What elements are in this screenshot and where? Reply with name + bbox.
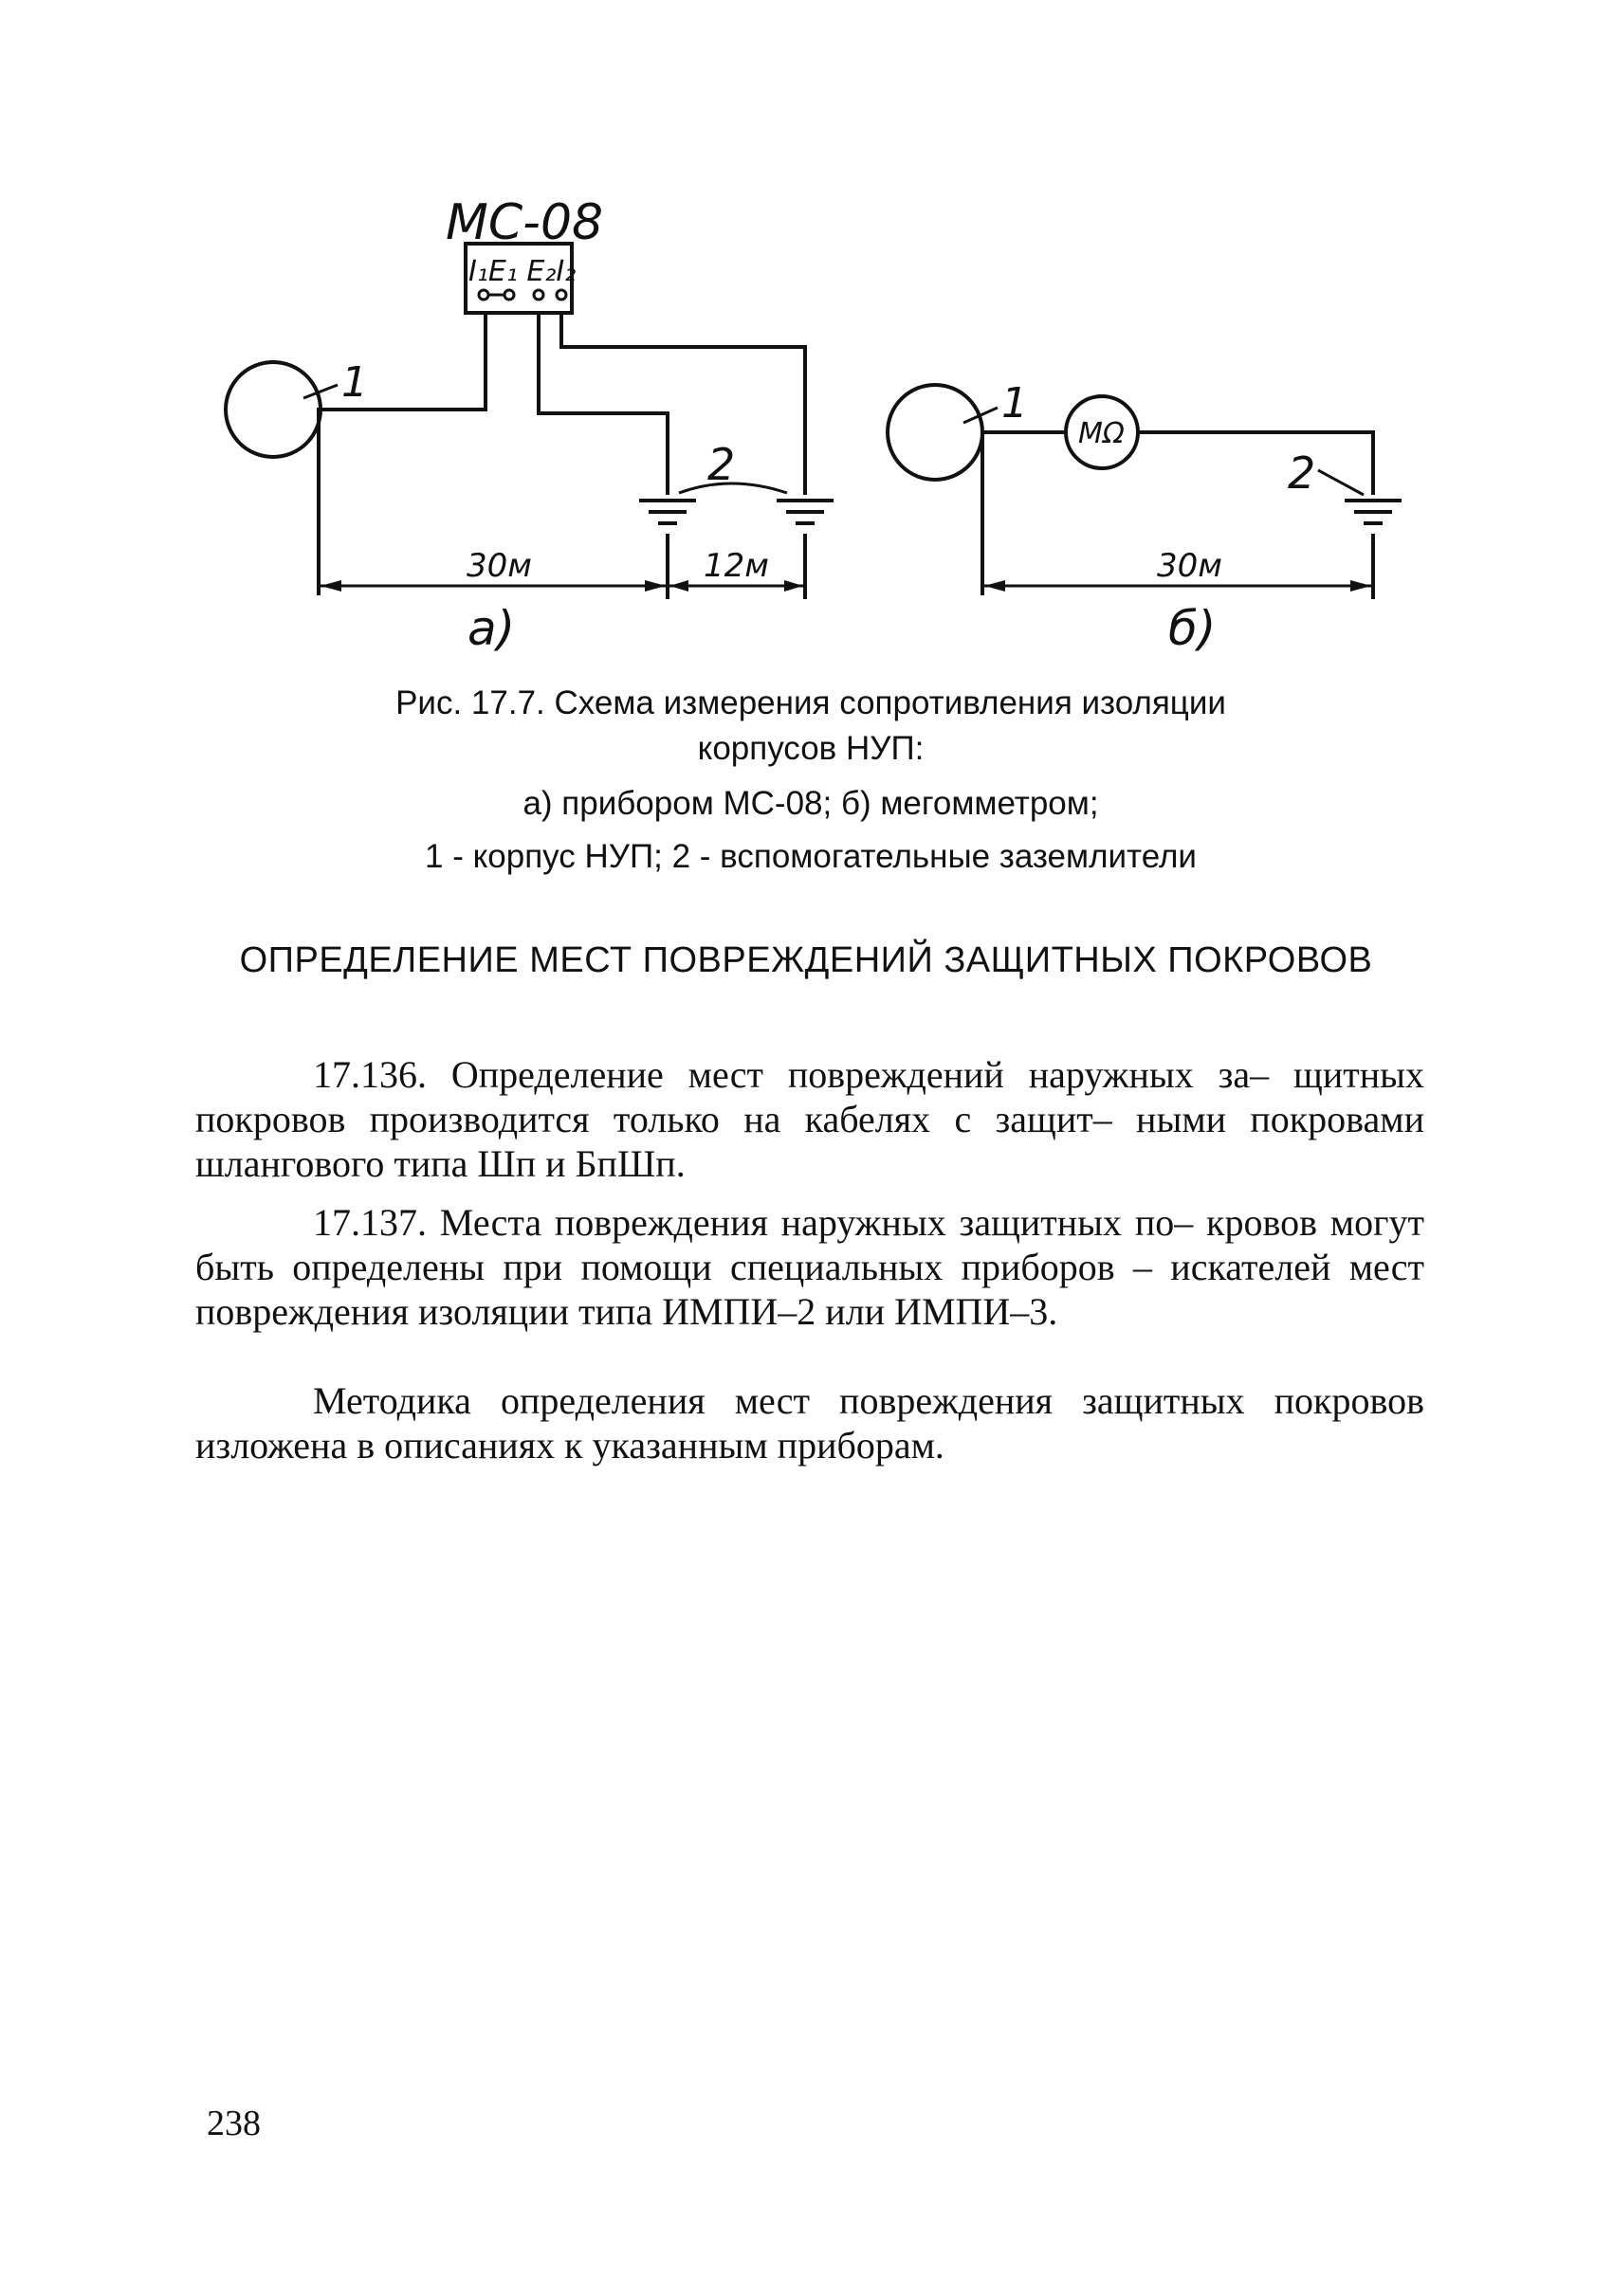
paragraph-text: Методика определения мест повреждения защитных покровов изложена в описаниях к указанным приборам. [195,1379,1424,1467]
figure-caption-line-2: корпусов НУП: [697,730,925,767]
paragraph-17-136 [195,1052,1424,1186]
terminal-i2-icon [557,290,566,300]
terminal-i1-icon [479,290,488,300]
device-label: МС-08 [446,194,604,251]
wire-to-ground-b [1138,432,1373,493]
callout-1-a: 1 [341,358,368,407]
nup-body-icon [888,385,982,480]
megohmmeter-label: MΩ [1078,417,1125,450]
paragraph-methodology [195,1378,1424,1467]
page-number: 238 [207,2104,261,2143]
dist-12m-a: 12м [704,547,769,585]
wire-e2 [539,313,668,493]
ground-electrode-icon [1347,501,1400,523]
section-heading: ОПРЕДЕЛЕНИЕ МЕСТ ПОВРЕЖДЕНИЙ ЗАЩИТНЫХ ПОКРОВОВ [239,940,1373,980]
dist-30m-b: 30м [1157,547,1222,585]
panel-b-label: б) [1168,601,1217,656]
callout-2-a: 2 [707,439,736,490]
wire-i2 [561,313,805,493]
paragraph-17-137 [195,1200,1424,1334]
paragraph-text: 17.137. Места повреждения наружных защитных по– кровов могут быть определены при помощи специальных приборов – искателей мест повреждения изоляции типа ИМПИ–2 или ИМПИ–3. [195,1201,1424,1333]
callout-2-b: 2 [1288,447,1316,499]
ground-electrode-icon [641,501,694,523]
nup-body-icon [226,362,321,457]
figure-caption-line-3: а) прибором МС-08; б) мегомметром; [522,785,1099,822]
dist-30m-a: 30м [467,547,532,585]
terminal-e2-icon [534,290,543,300]
terminal-e1-icon [504,290,514,300]
panel-a-label: а) [467,601,516,656]
paragraph-text: 17.136. Определение мест повреждений наружных за– щитных покровов производится только на кабелях с защит– ными покровами шлангового типа Шп и БпШп. [195,1053,1424,1185]
terminal-labels: I₁E₁ E₂I₂ [468,255,577,288]
figure-caption-line-1: Рис. 17.7. Схема измерения сопротивления изоляции [395,684,1226,721]
callout-1-b: 1 [1001,379,1028,428]
ground-electrode-icon [779,501,832,523]
figure-caption-line-4: 1 - корпус НУП; 2 - вспомогательные заземлители [425,838,1197,875]
